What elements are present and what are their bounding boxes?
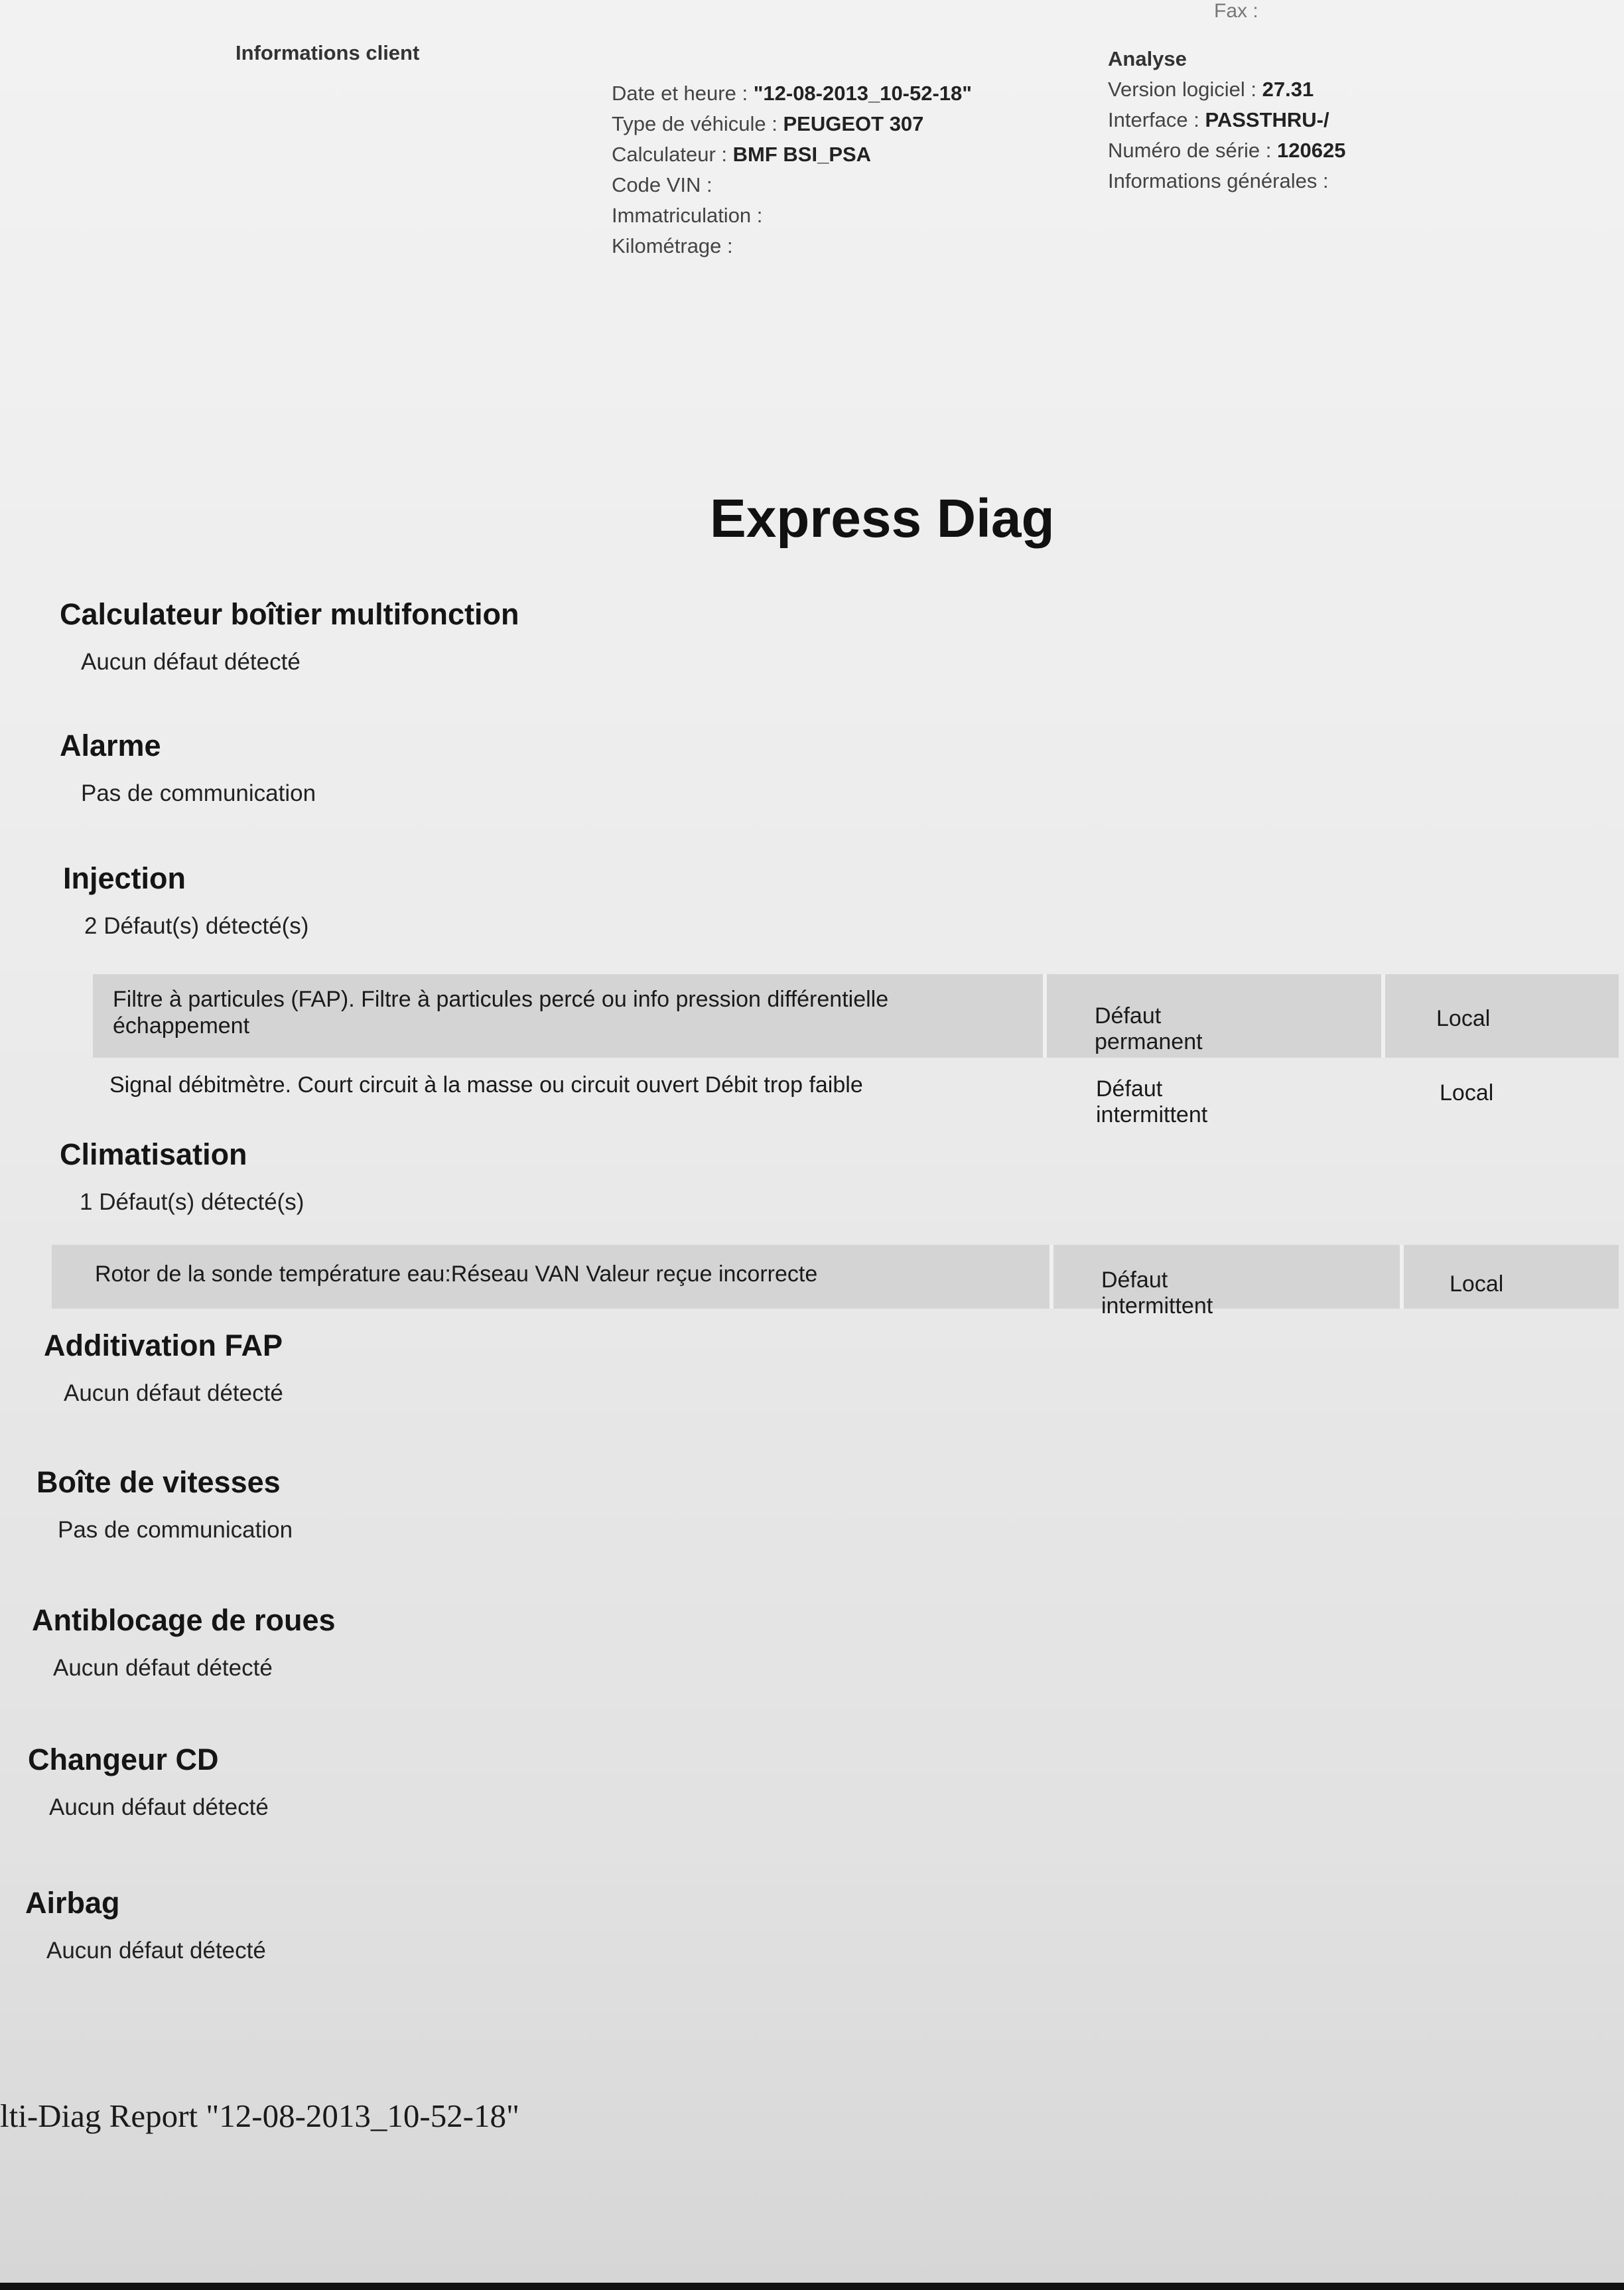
registration-line: Immatriculation : (612, 204, 763, 227)
column-separator (1400, 1245, 1404, 1309)
section-climatisation (60, 1137, 304, 1216)
fax-label: Fax : (1214, 0, 1258, 22)
section-injection (63, 861, 308, 940)
section-gearbox (36, 1465, 293, 1543)
bottom-bar (0, 2283, 1624, 2290)
general-info-line: Informations générales : (1108, 169, 1329, 192)
vehicle-info (612, 78, 972, 261)
fault-type: Défaut intermittent (1096, 1076, 1208, 1127)
section-status: Aucun défaut détecté (53, 1655, 273, 1681)
section-title: Injection (63, 861, 186, 895)
fault-type: Défaut permanent (1095, 1003, 1203, 1054)
client-info-title: Informations client (236, 41, 420, 64)
fault-type: Défaut intermittent (1101, 1267, 1213, 1319)
section-title: Calculateur boîtier multifonction (60, 597, 519, 631)
fault-location: Local (1436, 1006, 1491, 1031)
section-airbag (25, 1886, 266, 1964)
section-title: Changeur CD (28, 1743, 219, 1776)
serial-number-line: Numéro de série : 120625 (1108, 139, 1346, 162)
mileage-line: Kilométrage : (612, 234, 733, 257)
page-title: Express Diag (710, 488, 1055, 549)
section-abs (32, 1603, 336, 1682)
analysis-info (1108, 44, 1345, 196)
section-title: Climatisation (60, 1137, 247, 1171)
section-status: Aucun défaut détecté (46, 1938, 266, 1964)
analysis-title: Analyse (1108, 47, 1187, 70)
section-title: Additivation FAP (44, 1328, 283, 1362)
section-status: Aucun défaut détecté (64, 1380, 283, 1406)
section-bsi (60, 597, 519, 676)
date-time-line: Date et heure : "12-08-2013_10-52-18" (612, 82, 972, 105)
section-fap (44, 1328, 283, 1407)
report-footer: lti-Diag Report "12-08-2013_10-52-18" (0, 2098, 520, 2134)
section-status: Pas de communication (81, 780, 316, 806)
column-separator (1381, 974, 1385, 1058)
section-status: 2 Défaut(s) détecté(s) (84, 913, 309, 939)
section-title: Airbag (25, 1886, 120, 1920)
section-status: 1 Défaut(s) détecté(s) (80, 1189, 304, 1215)
fault-location: Local (1450, 1271, 1504, 1297)
interface-line: Interface : PASSTHRU-/ (1108, 108, 1329, 131)
section-title: Alarme (60, 729, 161, 762)
software-version-line: Version logiciel : 27.31 (1108, 78, 1314, 101)
vin-line: Code VIN : (612, 173, 712, 196)
vehicle-type-line: Type de véhicule : PEUGEOT 307 (612, 112, 924, 135)
section-title: Antiblocage de roues (32, 1603, 336, 1637)
column-separator (1049, 1245, 1053, 1309)
fault-description: Rotor de la sonde température eau:Réseau VAN Valeur reçue incorrecte (95, 1261, 818, 1287)
section-alarme (60, 729, 316, 807)
fault-description: Filtre à particules (FAP). Filtre à particules percé ou info pression différentielle échappement (113, 987, 889, 1038)
section-status: Aucun défaut détecté (81, 649, 301, 675)
section-status: Pas de communication (58, 1517, 293, 1543)
fault-description: Signal débitmètre. Court circuit à la masse ou circuit ouvert Débit trop faible (109, 1072, 863, 1098)
section-cd-changer (28, 1743, 269, 1821)
section-title: Boîte de vitesses (36, 1465, 281, 1499)
fault-location: Local (1440, 1080, 1494, 1106)
section-status: Aucun défaut détecté (49, 1794, 269, 1820)
ecu-line: Calculateur : BMF BSI_PSA (612, 143, 872, 166)
column-separator (1043, 974, 1047, 1058)
